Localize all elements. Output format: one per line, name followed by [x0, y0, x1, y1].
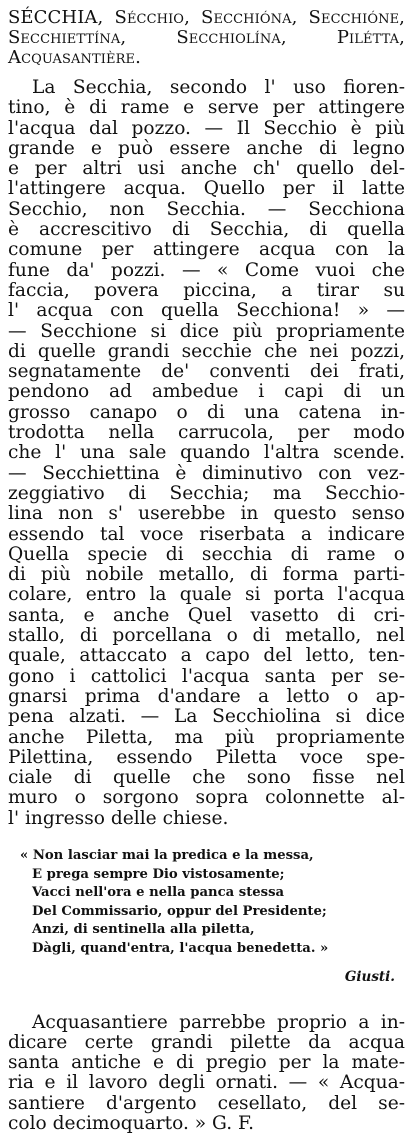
body-line: pena alzati. — La Secchiolina si dice: [8, 707, 405, 728]
body-line: Pilettina, essendo Piletta voce spe-: [8, 747, 405, 768]
body-line: l'attingere acqua. Quello per il latte: [8, 179, 405, 200]
body-line: faccia, povera piccina, a tirar su: [8, 280, 405, 301]
body-line: — Secchiettina è diminutivo con vez-: [8, 463, 405, 484]
quote-author: Giusti.: [344, 968, 395, 985]
body-line: gono i cattolici l'acqua santa per se-: [8, 666, 405, 687]
body-line: — Secchione si dice più propriamente: [8, 321, 405, 342]
body-line: l' ingresso delle chiese.: [8, 808, 229, 829]
verse-line: Vacci nell'ora e nella panca stessa: [32, 885, 285, 901]
body-line: gnarsi prima d'andare a letto o ap-: [8, 686, 405, 707]
body-line: è accrescitivo di Secchia, di quella: [8, 220, 405, 241]
verse-line: Anzi, di sentinella alla piletta,: [32, 922, 255, 938]
body-line: muro o sorgono sopra colonnette al-: [8, 788, 405, 809]
body-line: pendono ad ambedue i capi di un: [8, 382, 405, 403]
body-line: grande e può essere anche di legno: [8, 138, 405, 159]
headword-main: SÉCCHIA: [8, 7, 98, 28]
body-line: Secchio, non Secchia. — Secchiona: [8, 199, 405, 220]
verse-line: Del Commissario, oppur del Presidente;: [32, 903, 327, 919]
body-line: essendo tal voce riserbata a indicare: [8, 524, 405, 545]
body-line: lina non s' userebbe in questo senso: [8, 504, 405, 525]
body-line: La Secchia, secondo l' uso fioren-: [32, 78, 405, 98]
entry-body-2: [8, 1013, 405, 1134]
body-line: di più nobile metallo, di forma parti-: [8, 565, 405, 586]
body-line: Acquasantiere parrebbe proprio a in-: [32, 1012, 405, 1033]
body-line: quale, attaccato a capo del letto, ten-: [8, 646, 405, 667]
body-line: comune per attingere acqua con la: [8, 240, 405, 261]
body-line: che l' una sale quando l'altra scende.: [8, 443, 405, 464]
verse-line: Dàgli, quand'entra, l'acqua benedetta. »: [32, 940, 329, 956]
body-line: ciale di quelle che sono fisse nel: [8, 768, 405, 789]
body-line: l'acqua dal pozzo. — Il Secchio è più: [8, 118, 405, 139]
body-line: trodotta nella carrucola, per modo: [8, 423, 405, 444]
entry-body: [8, 78, 405, 829]
body-line: colo decimoquarto. » G. F.: [8, 1114, 254, 1134]
body-line: dicare certe grandi pilette da acqua: [8, 1032, 405, 1053]
body-line: segnatamente de' conventi dei frati,: [8, 362, 405, 383]
body-line: tino, è di rame e serve per attingere: [8, 98, 405, 119]
verse-quote: [8, 847, 405, 959]
body-line: Quella specie di secchia di rame o: [8, 544, 405, 565]
body-line: di quelle grandi secchie che nei pozzi,: [8, 341, 405, 362]
body-line: santiere d'argento cesellato, del se-: [8, 1093, 405, 1114]
body-line: anche Piletta, ma più propriamente: [8, 727, 405, 748]
body-line: santa, e anche Quel vasetto di cri-: [8, 605, 405, 626]
body-line: zeggiativo di Secchia; ma Secchio-: [8, 483, 405, 504]
body-line: stallo, di porcellana o di metallo, nel: [8, 626, 405, 647]
body-line: ria e il lavoro degli ornati. — « Acqua-: [8, 1073, 405, 1094]
body-line: e per altri usi anche ch' quello del-: [8, 159, 405, 180]
verse-line: E prega sempre Dio vistosamente;: [32, 866, 285, 882]
verse-line: « Non lasciar mai la predica e la messa,: [20, 847, 314, 863]
body-line: l' acqua con quella Secchiona! » —: [8, 301, 405, 322]
headword-variants: , Sécchio, Secchióna, Secchióne, Secchiettína, Secchiolína, Pilétta, Acquasantière.: [8, 7, 405, 68]
body-line: grosso canapo o di una catena in-: [8, 402, 405, 423]
entry-headword: [8, 8, 405, 68]
body-line: colare, entro la quale si porta l'acqua: [8, 585, 405, 606]
body-line: fune da' pozzi. — « Come vuoi che: [8, 260, 405, 281]
body-line: santa antiche e di pregio per la mate-: [8, 1053, 405, 1074]
